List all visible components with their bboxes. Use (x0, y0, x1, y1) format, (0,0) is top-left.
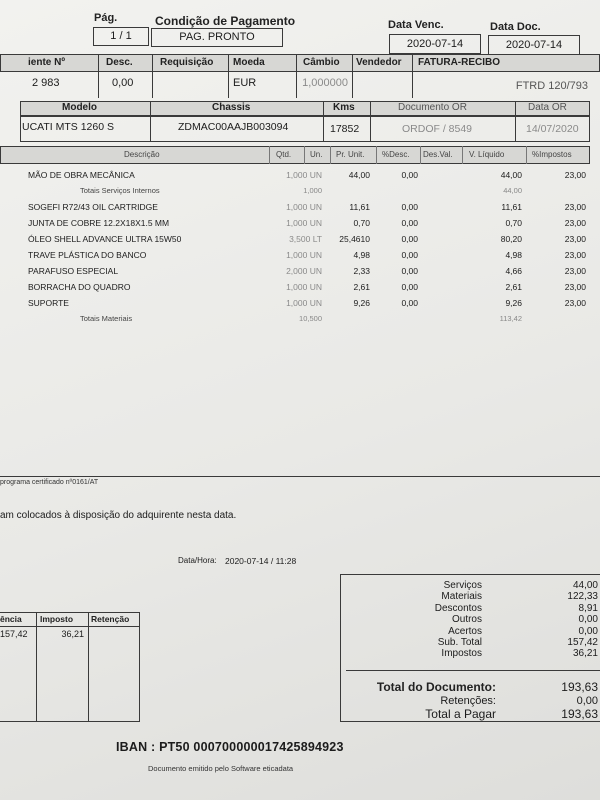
summary-row (340, 603, 600, 614)
moeda-label: Moeda (233, 57, 265, 68)
row-imp: 23,00 (564, 282, 586, 292)
pag-label: Pág. (94, 12, 118, 24)
data-doc-value: 2020-07-14 (488, 35, 580, 55)
summary-value: 44,00 (572, 580, 598, 591)
table-row (0, 264, 600, 280)
summary-row (340, 591, 600, 602)
table-row (0, 232, 600, 248)
row-qtd: 1,000 UN (286, 218, 322, 228)
summary-label: Sub. Total (437, 637, 482, 648)
col-pr-unit: Pr. Unit. (336, 150, 365, 159)
data-or-value: 14/07/2020 (526, 123, 579, 135)
cliente-value: 2 983 (32, 77, 60, 89)
desc-label: Desc. (106, 57, 133, 68)
col-un: Un. (310, 150, 323, 159)
chassis-label: Chassis (212, 102, 251, 113)
summary-value: 8,91 (578, 602, 598, 614)
vendedor-label: Vendedor (356, 57, 402, 68)
tax-summary-table (0, 612, 140, 722)
doc-type: FATURA-RECIBO (418, 57, 501, 68)
row-descricao: BORRACHA DO QUADRO (28, 282, 131, 292)
software-notice: Documento emitido pelo Software eticadata (148, 764, 294, 773)
summary-value: 122,33 (567, 591, 598, 603)
summary-row (340, 637, 600, 648)
desc-value: 0,00 (112, 77, 134, 89)
row-descricao: JUNTA DE COBRE 12.2X18X1.5 MM (28, 218, 170, 228)
summary-value: 36,21 (572, 648, 598, 660)
table-row (0, 184, 600, 200)
row-qtd: 1,000 UN (286, 202, 322, 212)
summary-row (340, 580, 600, 591)
summary-label: Serviços (443, 580, 482, 591)
cambio-value: 1,000000 (302, 77, 348, 89)
row-liq: 113,42 (499, 314, 522, 323)
total-documento-value: 193,63 (561, 680, 598, 694)
row-pr: 0,70 (353, 218, 370, 228)
row-pdesc: 0,00 (401, 266, 418, 276)
disclaimer-text: am colocados à disposição do adquirente nesta data. (0, 510, 237, 521)
col-pct-impostos: %Impostos (532, 150, 572, 159)
row-qtd: 1,000 UN (286, 250, 322, 260)
summary-value: 157,42 (567, 637, 598, 648)
data-or-label: Data OR (528, 102, 567, 113)
col-pct-desc: %Desc. (382, 150, 410, 159)
row-pdesc: 0,00 (401, 170, 418, 180)
table-row (0, 312, 600, 328)
row-descricao: SOGEFI R72/43 OIL CARTRIDGE (28, 202, 158, 212)
row-qtd: 1,000 (303, 186, 322, 195)
row-imp: 23,00 (564, 234, 586, 244)
table-row (0, 200, 600, 216)
client-header-band (0, 54, 600, 72)
cert-text: programa certificado nº0161/AT (0, 479, 99, 486)
cond-pagamento-value: PAG. PRONTO (151, 28, 283, 47)
row-qtd: 1,000 UN (286, 282, 322, 292)
row-pdesc: 0,00 (401, 298, 418, 308)
row-imp: 23,00 (564, 202, 586, 212)
doc-or-value: ORDOF / 8549 (402, 123, 473, 135)
row-qtd: 10,500 (299, 314, 322, 323)
cond-pagamento-label: Condição de Pagamento (155, 14, 296, 28)
row-liq: 9,26 (505, 298, 522, 308)
row-qtd: 1,000 UN (286, 170, 322, 180)
row-imp: 23,00 (564, 266, 586, 276)
summary-label: Acertos (448, 625, 482, 637)
vehicle-info-row (0, 101, 600, 142)
table-row (0, 168, 600, 184)
summary-label: Materiais (441, 591, 482, 603)
row-pdesc: 0,00 (401, 282, 418, 292)
total-documento-label: Total do Documento: (376, 680, 496, 694)
row-imp: 23,00 (564, 250, 586, 260)
summary-label: Impostos (441, 648, 482, 660)
modelo-value: UCATI MTS 1260 S (22, 121, 114, 133)
tax-incidencia-value: 157,42 (0, 629, 28, 639)
row-pr: 2,61 (353, 282, 370, 292)
row-pr: 2,33 (353, 266, 370, 276)
table-row (0, 248, 600, 264)
row-descricao: ÓLEO SHELL ADVANCE ULTRA 15W50 (28, 234, 182, 244)
row-imp: 23,00 (564, 218, 586, 228)
summary-label: Descontos (434, 602, 482, 614)
summary-value: 0,00 (578, 614, 598, 626)
row-liq: 44,00 (500, 170, 522, 180)
doc-or-label: Documento OR (398, 102, 467, 113)
row-descricao: MÃO DE OBRA MECÂNICA (28, 170, 135, 180)
data-doc-label: Data Doc. (490, 21, 541, 33)
row-pr: 25,4610 (339, 234, 370, 244)
row-descricao: Totais Materiais (80, 314, 133, 323)
row-descricao: SUPORTE (28, 298, 69, 308)
row-liq: 4,66 (505, 266, 522, 276)
row-pr: 9,26 (353, 298, 370, 308)
col-v-liquido: V. Líquido (469, 150, 505, 159)
row-descricao: TRAVE PLÁSTICA DO BANCO (28, 250, 147, 260)
totals-summary (340, 574, 600, 722)
chassis-value: ZDMAC00AAJB003094 (178, 121, 289, 133)
footer-divider (0, 476, 600, 477)
tax-col-retencao: Retenção (91, 614, 130, 624)
table-row (0, 296, 600, 312)
summary-row (340, 648, 600, 659)
col-qtd: Qtd. (276, 150, 292, 159)
row-qtd: 2,000 UN (286, 266, 322, 276)
row-liq: 2,61 (505, 282, 522, 292)
retencoes-value: 0,00 (576, 695, 598, 707)
data-venc-value: 2020-07-14 (389, 34, 481, 54)
doc-number: FTRD 120/793 (515, 80, 588, 92)
row-pdesc: 0,00 (401, 202, 418, 212)
cliente-label: iente Nº (28, 57, 65, 68)
table-row (0, 280, 600, 296)
summary-row (340, 614, 600, 625)
row-liq: 0,70 (505, 218, 522, 228)
row-qtd: 1,000 UN (286, 298, 322, 308)
tax-col-incidencia: ência (0, 614, 22, 624)
row-liq: 4,98 (505, 250, 522, 260)
row-imp: 23,00 (564, 298, 586, 308)
tax-imposto-value: 36,21 (61, 629, 84, 639)
summary-label: Outros (451, 614, 482, 626)
row-pr: 4,98 (353, 250, 370, 260)
total-pagar-label: Total a Pagar (425, 707, 496, 721)
data-venc-label: Data Venc. (388, 19, 444, 31)
row-liq: 80,20 (500, 234, 522, 244)
col-des-val: Des.Val. (423, 150, 453, 159)
row-pdesc: 0,00 (401, 250, 418, 260)
requisicao-label: Requisição (160, 57, 214, 68)
row-liq: 44,00 (503, 186, 522, 195)
table-row (0, 216, 600, 232)
row-descricao: PARAFUSO ESPECIAL (28, 266, 119, 276)
summary-row (340, 626, 600, 637)
cambio-label: Câmbio (303, 57, 340, 68)
iban: IBAN : PT50 000700000017425894923 (116, 740, 344, 754)
moeda-value: EUR (233, 77, 257, 89)
client-info-row (0, 54, 600, 98)
summary-value: 0,00 (578, 625, 598, 637)
row-pdesc: 0,00 (401, 234, 418, 244)
row-pdesc: 0,00 (401, 218, 418, 228)
retencoes-label: Retenções: (440, 695, 496, 707)
row-pr: 44,00 (348, 170, 370, 180)
datahora-label: Data/Hora: (178, 556, 217, 565)
pag-value: 1 / 1 (93, 27, 149, 46)
modelo-label: Modelo (62, 102, 97, 113)
row-pr: 11,61 (349, 202, 370, 212)
tax-col-imposto: Imposto (40, 614, 74, 624)
row-liq: 11,61 (501, 202, 522, 212)
kms-value: 17852 (330, 123, 360, 135)
row-imp: 23,00 (564, 170, 586, 180)
col-descricao: Descrição (124, 150, 160, 159)
items-table-header (0, 146, 600, 164)
total-pagar-value: 193,63 (561, 707, 598, 721)
datahora-value: 2020-07-14 / 11:28 (225, 556, 297, 566)
kms-label: Kms (333, 102, 355, 113)
vehicle-header-band (20, 101, 590, 116)
row-qtd: 3,500 LT (289, 234, 322, 244)
row-descricao: Totais Serviços Internos (80, 186, 160, 195)
